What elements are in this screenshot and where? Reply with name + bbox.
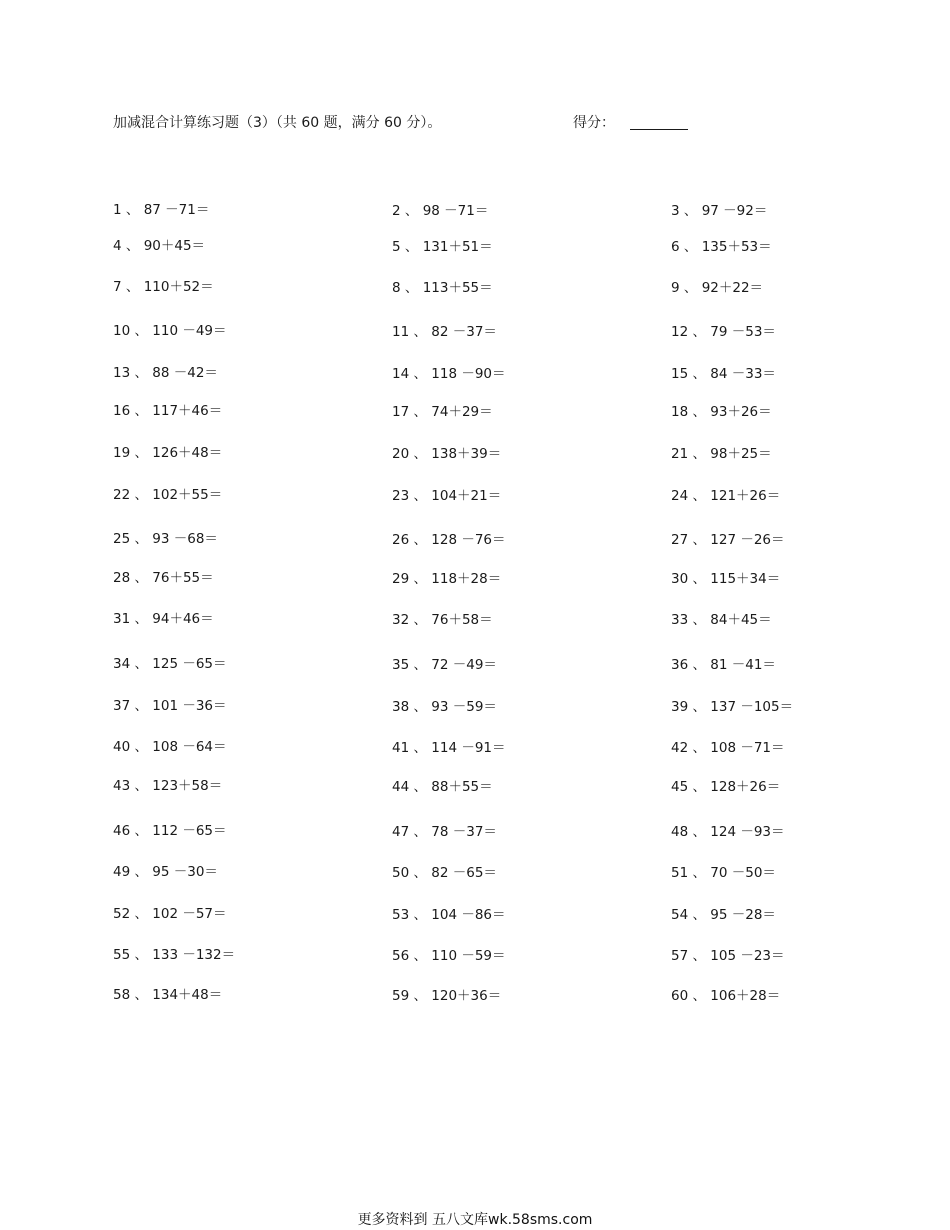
problem-expression: 115＋34＝ [710, 571, 781, 587]
worksheet-title: 加减混合计算练习题（3）（共 60 题，满分 60 分）。 [113, 115, 442, 131]
problem-number: 46 [113, 823, 131, 839]
problem-number: 54 [671, 907, 689, 923]
problem-expression: 113＋55＝ [422, 280, 493, 296]
problem-expression: 110 －59＝ [431, 948, 506, 964]
problem-separator: 、 [400, 280, 419, 296]
problem-number: 2 [392, 203, 401, 219]
problem-expression: 82 －65＝ [431, 865, 497, 881]
problem-separator: 、 [409, 948, 427, 964]
problem-expression: 137 －105＝ [710, 699, 794, 715]
problem-item [113, 486, 222, 504]
problem-expression: 104＋21＝ [431, 488, 502, 504]
problem-number: 33 [671, 612, 689, 628]
problem-item [671, 365, 776, 383]
problem-item [113, 201, 209, 219]
problem-item [392, 611, 493, 629]
problem-separator: 、 [130, 445, 148, 461]
problem-item [113, 655, 227, 673]
problem-item [671, 864, 776, 882]
problem-item [113, 237, 205, 255]
problem-expression: 104 －86＝ [431, 907, 506, 923]
problem-number: 31 [113, 611, 131, 627]
problem-separator: 、 [130, 947, 148, 963]
problem-number: 15 [671, 366, 689, 382]
problem-item [113, 530, 218, 548]
problem-separator: 、 [688, 824, 706, 840]
problem-item [671, 739, 785, 757]
problem-item [113, 822, 227, 840]
problem-number: 9 [671, 280, 680, 296]
problem-expression: 118 －90＝ [431, 366, 506, 382]
problem-number: 24 [671, 488, 689, 504]
problem-number: 36 [671, 657, 689, 673]
problem-expression: 95 －28＝ [710, 907, 776, 923]
problem-expression: 76＋58＝ [431, 612, 493, 628]
problem-number: 55 [113, 947, 131, 963]
problem-item [113, 738, 227, 756]
problem-separator: 、 [688, 404, 706, 420]
problem-number: 34 [113, 656, 131, 672]
problem-item [392, 365, 506, 383]
problem-item [392, 445, 501, 463]
problem-item [113, 905, 227, 923]
problem-expression: 88 －42＝ [152, 365, 218, 381]
problem-separator: 、 [130, 531, 148, 547]
problem-separator: 、 [130, 403, 148, 419]
problem-item [113, 777, 222, 795]
problem-expression: 74＋29＝ [431, 404, 493, 420]
problem-number: 22 [113, 487, 131, 503]
problem-separator: 、 [688, 740, 706, 756]
problem-expression: 84＋45＝ [710, 612, 772, 628]
problem-separator: 、 [409, 907, 427, 923]
problem-separator: 、 [409, 612, 427, 628]
problem-expression: 117＋46＝ [152, 403, 223, 419]
problem-separator: 、 [130, 487, 148, 503]
problem-item [113, 946, 235, 964]
problem-number: 10 [113, 323, 131, 339]
problem-separator: 、 [688, 612, 706, 628]
problem-expression: 127 －26＝ [710, 532, 785, 548]
problem-separator: 、 [409, 740, 427, 756]
problem-expression: 101 －36＝ [152, 698, 227, 714]
problem-expression: 124 －93＝ [710, 824, 785, 840]
problem-item [113, 697, 227, 715]
problem-expression: 123＋58＝ [152, 778, 223, 794]
problem-separator: 、 [409, 446, 427, 462]
problem-separator: 、 [130, 365, 148, 381]
problem-expression: 110 －49＝ [152, 323, 227, 339]
problem-number: 28 [113, 570, 131, 586]
problem-number: 42 [671, 740, 689, 756]
problem-item [671, 611, 772, 629]
problem-item [392, 531, 506, 549]
problem-separator: 、 [409, 779, 427, 795]
problem-number: 18 [671, 404, 689, 420]
problem-separator: 、 [688, 571, 706, 587]
problem-separator: 、 [409, 532, 427, 548]
problem-separator: 、 [688, 948, 706, 964]
problem-item [671, 823, 785, 841]
problem-separator: 、 [400, 239, 419, 255]
problem-number: 49 [113, 864, 131, 880]
problem-separator: 、 [688, 532, 706, 548]
problem-number: 6 [671, 239, 680, 255]
problem-number: 19 [113, 445, 131, 461]
problem-expression: 93 －59＝ [431, 699, 497, 715]
problem-item [392, 238, 493, 256]
problem-number: 3 [671, 203, 680, 219]
problem-separator: 、 [688, 324, 706, 340]
problem-item [671, 323, 776, 341]
problem-separator: 、 [679, 280, 698, 296]
problem-item [392, 279, 493, 297]
problem-number: 7 [113, 279, 122, 295]
problem-separator: 、 [130, 570, 148, 586]
problem-number: 25 [113, 531, 131, 547]
problem-separator: 、 [409, 324, 427, 340]
problem-number: 51 [671, 865, 689, 881]
problem-number: 11 [392, 324, 410, 340]
problem-separator: 、 [130, 778, 148, 794]
problem-item [113, 444, 222, 462]
problem-expression: 138＋39＝ [431, 446, 502, 462]
problem-expression: 126＋48＝ [152, 445, 223, 461]
problem-separator: 、 [688, 657, 706, 673]
problem-item [392, 739, 506, 757]
problem-expression: 92＋22＝ [701, 280, 764, 296]
problem-number: 23 [392, 488, 410, 504]
problem-separator: 、 [130, 656, 148, 672]
problem-item [671, 238, 772, 256]
problem-separator: 、 [409, 699, 427, 715]
problem-expression: 84 －33＝ [710, 366, 776, 382]
problem-number: 12 [671, 324, 689, 340]
problem-item [392, 570, 501, 588]
problem-item [392, 403, 493, 421]
problem-expression: 121＋26＝ [710, 488, 781, 504]
problem-item [392, 947, 506, 965]
problem-number: 58 [113, 987, 131, 1003]
problem-number: 32 [392, 612, 410, 628]
problem-expression: 128 －76＝ [431, 532, 506, 548]
problem-expression: 79 －53＝ [710, 324, 776, 340]
problem-separator: 、 [679, 239, 698, 255]
problem-expression: 82 －37＝ [431, 324, 497, 340]
problem-separator: 、 [130, 698, 148, 714]
problem-separator: 、 [409, 488, 427, 504]
problem-item [113, 364, 218, 382]
problem-number: 20 [392, 446, 410, 462]
problem-item [392, 823, 497, 841]
problem-separator: 、 [121, 202, 140, 218]
problem-item [392, 656, 497, 674]
problem-item [392, 778, 493, 796]
problem-separator: 、 [688, 779, 706, 795]
problem-item [671, 987, 780, 1005]
problem-number: 53 [392, 907, 410, 923]
problem-separator: 、 [130, 987, 148, 1003]
problem-separator: 、 [688, 907, 706, 923]
problem-expression: 94＋46＝ [152, 611, 214, 627]
problem-separator: 、 [409, 865, 427, 881]
problem-item [671, 947, 785, 965]
problem-expression: 76＋55＝ [152, 570, 214, 586]
problem-expression: 88＋55＝ [431, 779, 493, 795]
problem-separator: 、 [130, 823, 148, 839]
problem-number: 39 [671, 699, 689, 715]
problem-item [113, 402, 222, 420]
problem-item [113, 863, 218, 881]
problem-expression: 133 －132＝ [152, 947, 236, 963]
problem-separator: 、 [130, 864, 148, 880]
problem-separator: 、 [400, 203, 419, 219]
problem-expression: 125 －65＝ [152, 656, 227, 672]
problem-item [671, 279, 763, 297]
score-blank-line [630, 129, 688, 130]
problem-expression: 102＋55＝ [152, 487, 223, 503]
problem-number: 27 [671, 532, 689, 548]
problem-expression: 114 －91＝ [431, 740, 506, 756]
problem-number: 21 [671, 446, 689, 462]
problem-separator: 、 [130, 611, 148, 627]
problem-number: 60 [671, 988, 689, 1004]
problem-expression: 108 －64＝ [152, 739, 227, 755]
problem-number: 17 [392, 404, 410, 420]
problem-number: 37 [113, 698, 131, 714]
problem-expression: 102 －57＝ [152, 906, 227, 922]
problem-number: 41 [392, 740, 410, 756]
problem-item [113, 986, 222, 1004]
problem-number: 43 [113, 778, 131, 794]
problem-expression: 108 －71＝ [710, 740, 785, 756]
worksheet-header [113, 113, 733, 133]
problem-item [392, 323, 497, 341]
problem-number: 35 [392, 657, 410, 673]
problem-separator: 、 [679, 203, 698, 219]
problem-item [671, 656, 776, 674]
problem-expression: 90＋45＝ [143, 238, 206, 254]
problem-separator: 、 [409, 988, 427, 1004]
problem-item [392, 487, 501, 505]
problem-number: 50 [392, 865, 410, 881]
problem-number: 52 [113, 906, 131, 922]
problem-number: 48 [671, 824, 689, 840]
problem-expression: 135＋53＝ [701, 239, 772, 255]
problem-separator: 、 [130, 739, 148, 755]
problem-expression: 106＋28＝ [710, 988, 781, 1004]
problem-expression: 131＋51＝ [422, 239, 493, 255]
problem-item [113, 569, 214, 587]
problem-number: 26 [392, 532, 410, 548]
problem-item [671, 202, 767, 220]
problem-expression: 105 －23＝ [710, 948, 785, 964]
problem-separator: 、 [121, 238, 140, 254]
problem-item [113, 610, 214, 628]
problem-item [671, 570, 780, 588]
problem-number: 29 [392, 571, 410, 587]
problem-number: 59 [392, 988, 410, 1004]
problem-expression: 110＋52＝ [143, 279, 214, 295]
problem-expression: 120＋36＝ [431, 988, 502, 1004]
problem-item [671, 531, 785, 549]
problem-item [671, 778, 780, 796]
problem-expression: 70 －50＝ [710, 865, 776, 881]
problem-separator: 、 [409, 657, 427, 673]
problem-item [392, 202, 488, 220]
problem-number: 16 [113, 403, 131, 419]
problem-item [113, 322, 227, 340]
problem-number: 4 [113, 238, 122, 254]
problem-item [671, 487, 780, 505]
problem-number: 45 [671, 779, 689, 795]
problem-number: 57 [671, 948, 689, 964]
problem-separator: 、 [409, 404, 427, 420]
problem-expression: 93＋26＝ [710, 404, 772, 420]
problem-item [113, 278, 214, 296]
problem-expression: 93 －68＝ [152, 531, 218, 547]
problem-separator: 、 [130, 906, 148, 922]
problem-number: 1 [113, 202, 122, 218]
problem-item [392, 987, 501, 1005]
footer-watermark: 更多资料到 五八文库wk.58sms.com [357, 1212, 593, 1228]
problem-expression: 112 －65＝ [152, 823, 227, 839]
problem-expression: 118＋28＝ [431, 571, 502, 587]
problem-number: 38 [392, 699, 410, 715]
problem-separator: 、 [688, 366, 706, 382]
problem-expression: 98＋25＝ [710, 446, 772, 462]
problem-expression: 95 －30＝ [152, 864, 218, 880]
problem-item [392, 864, 497, 882]
problem-expression: 81 －41＝ [710, 657, 776, 673]
problem-number: 14 [392, 366, 410, 382]
problem-item [671, 403, 772, 421]
problem-separator: 、 [121, 279, 140, 295]
problem-number: 13 [113, 365, 131, 381]
problem-number: 8 [392, 280, 401, 296]
problem-expression: 78 －37＝ [431, 824, 497, 840]
problem-expression: 97 －92＝ [701, 203, 768, 219]
problem-separator: 、 [688, 446, 706, 462]
problem-separator: 、 [130, 323, 148, 339]
score-label: 得分： [573, 115, 615, 131]
problem-number: 30 [671, 571, 689, 587]
problem-number: 47 [392, 824, 410, 840]
problem-separator: 、 [409, 571, 427, 587]
problem-separator: 、 [688, 865, 706, 881]
problem-item [671, 906, 776, 924]
problem-item [671, 698, 793, 716]
problem-number: 5 [392, 239, 401, 255]
problem-number: 56 [392, 948, 410, 964]
problem-item [392, 698, 497, 716]
problem-separator: 、 [688, 488, 706, 504]
problem-expression: 134＋48＝ [152, 987, 223, 1003]
problem-expression: 72 －49＝ [431, 657, 497, 673]
problem-separator: 、 [409, 824, 427, 840]
problem-expression: 98 －71＝ [422, 203, 489, 219]
problem-separator: 、 [688, 988, 706, 1004]
problem-separator: 、 [688, 699, 706, 715]
problem-number: 40 [113, 739, 131, 755]
problem-item [392, 906, 506, 924]
problem-separator: 、 [409, 366, 427, 382]
problem-expression: 87 －71＝ [143, 202, 210, 218]
problem-item [671, 445, 772, 463]
problem-number: 44 [392, 779, 410, 795]
problem-expression: 128＋26＝ [710, 779, 781, 795]
